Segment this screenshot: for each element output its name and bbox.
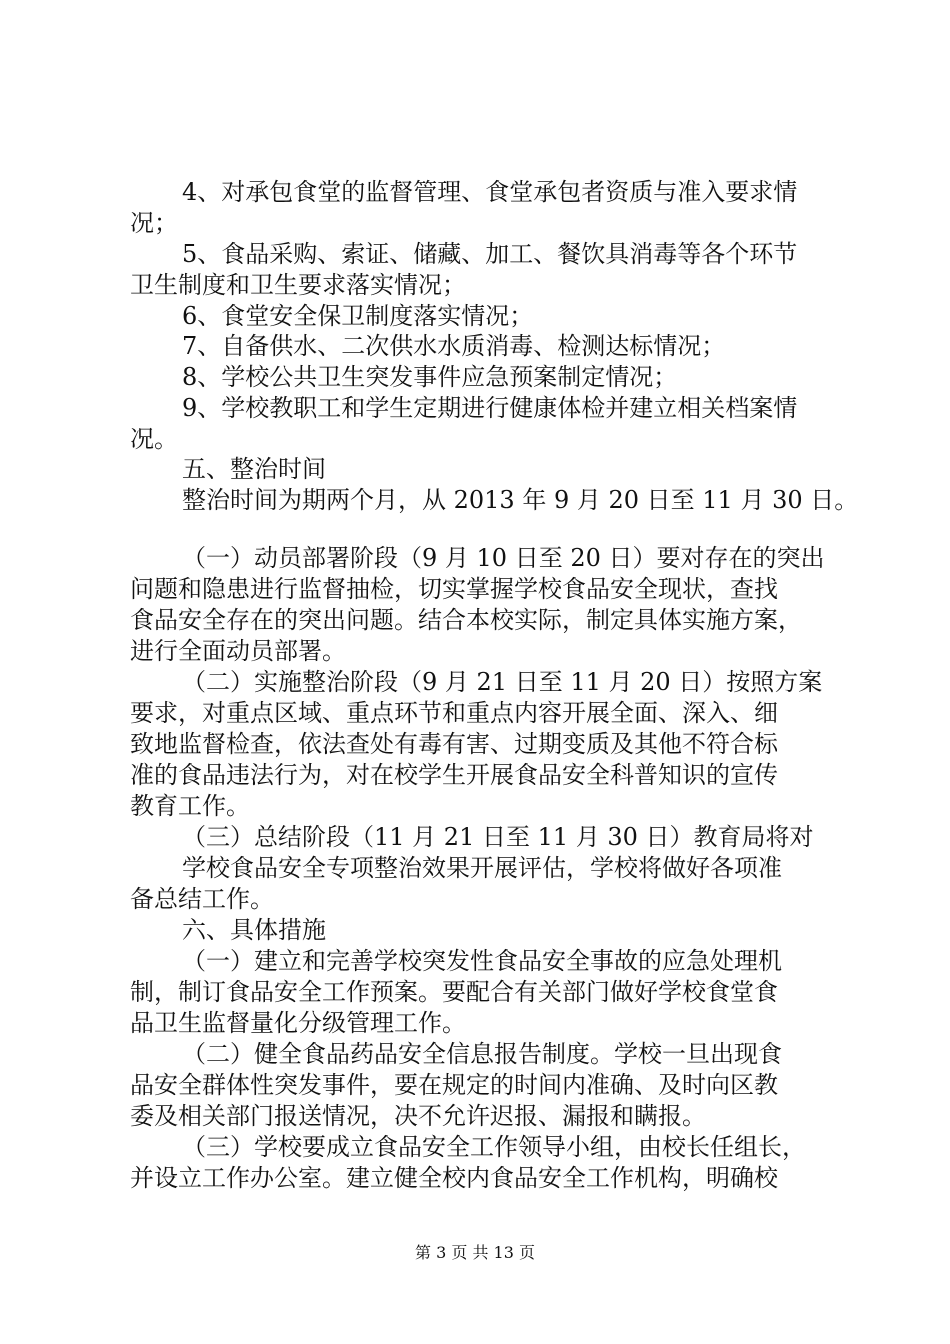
body-line: 品卫生监督量化分级管理工作。 — [130, 1009, 466, 1037]
section-heading: 五、整治时间 — [182, 455, 326, 483]
body-line: 整治时间为期两个月，从 2013 年 9 月 20 日至 11 月 30 日。 — [182, 486, 859, 514]
body-line: 并设立工作办公室。建立健全校内食品安全工作机构，明确校 — [130, 1164, 778, 1192]
body-line: 7、自备供水、二次供水水质消毒、检测达标情况； — [182, 332, 726, 360]
body-line: 况。 — [130, 425, 178, 453]
body-line: 制，制订食品安全工作预案。要配合有关部门做好学校食堂食 — [130, 978, 778, 1006]
body-line: 8、学校公共卫生突发事件应急预案制定情况； — [182, 363, 678, 391]
body-line: 要求，对重点区域、重点环节和重点内容开展全面、深入、细 — [130, 699, 778, 727]
body-line: （三）学校要成立食品安全工作领导小组，由校长任组长， — [182, 1133, 806, 1161]
body-line: （一）动员部署阶段（9 月 10 日至 20 日）要对存在的突出 — [182, 544, 825, 572]
section-heading: 六、具体措施 — [182, 916, 326, 944]
body-line: 5、食品采购、索证、储藏、加工、餐饮具消毒等各个环节 — [182, 240, 798, 268]
body-line: 问题和隐患进行监督抽检，切实掌握学校食品安全现状，查找 — [130, 575, 778, 603]
body-line: 准的食品违法行为，对在校学生开展食品安全科普知识的宣传 — [130, 761, 778, 789]
body-line: （一）建立和完善学校突发性食品安全事故的应急处理机 — [182, 947, 782, 975]
body-line: 况； — [130, 209, 178, 237]
page-number-footer: 第 3 页 共 13 页 — [415, 1243, 535, 1262]
body-line: （三）总结阶段（11 月 21 日至 11 月 30 日）教育局将对 — [182, 823, 814, 851]
body-line: 9、学校教职工和学生定期进行健康体检并建立相关档案情 — [182, 394, 798, 422]
body-line: 6、食堂安全保卫制度落实情况； — [182, 302, 534, 330]
body-line: 教育工作。 — [130, 792, 250, 820]
body-line: （二）健全食品药品安全信息报告制度。学校一旦出现食 — [182, 1040, 782, 1068]
body-line: 学校食品安全专项整治效果开展评估，学校将做好各项准 — [182, 854, 782, 882]
body-line: 备总结工作。 — [130, 885, 274, 913]
body-line: 卫生制度和卫生要求落实情况； — [130, 271, 466, 299]
body-line: 品安全群体性突发事件，要在规定的时间内准确、及时向区教 — [130, 1071, 778, 1099]
body-line: 致地监督检查，依法查处有毒有害、过期变质及其他不符合标 — [130, 730, 778, 758]
body-line: 4、对承包食堂的监督管理、食堂承包者资质与准入要求情 — [182, 178, 798, 206]
body-line: 进行全面动员部署。 — [130, 637, 346, 665]
body-line: 食品安全存在的突出问题。结合本校实际，制定具体实施方案， — [130, 606, 802, 634]
body-line: 委及相关部门报送情况，决不允许迟报、漏报和瞒报。 — [130, 1102, 706, 1130]
body-line: （二）实施整治阶段（9 月 21 日至 11 月 20 日）按照方案 — [182, 668, 823, 696]
